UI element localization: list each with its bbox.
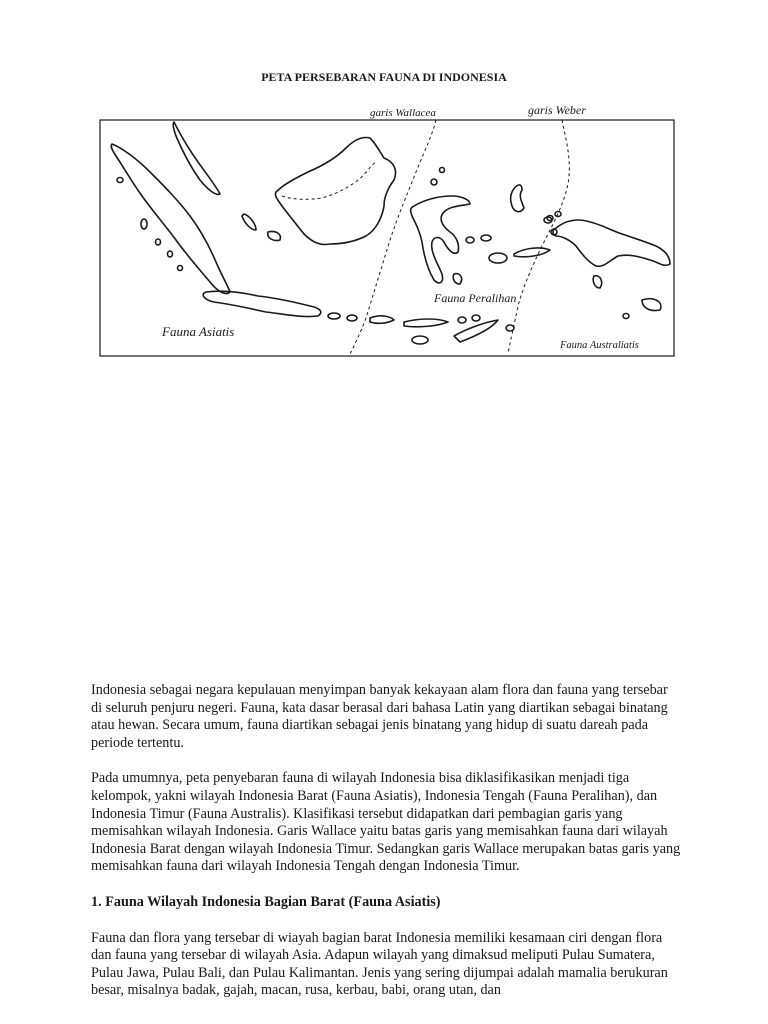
fauna-distribution-map [98,96,676,358]
wallacea-line-label: garis Wallacea [370,107,436,119]
weber-line-label: garis Weber [528,103,586,117]
fauna-peralihan-label: Fauna Peralihan [434,291,517,305]
paragraph-classification: Pada umumnya, peta penyebaran fauna di wilayah Indonesia bisa diklasifikasikan menjadi tiga kelompok, yakni wilayah Indonesia Barat (Fauna Asiatis), Indonesia Tengah (Fauna Peralihan), dan Indonesia Timur (Fauna Australis). Klasifikasi tersebut didapatkan dari pembagian garis yang memisahkan wilayah Indonesia. Garis Wallace yaitu batas garis yang memisahkan fauna dari wilayah Indonesia Barat dengan wilayah Indonesia Timur. Sedangkan garis Wallace merupakan batas garis yang memisahkan fauna dari wilayah Indonesia Tengah dengan Indonesia Timur. [91,770,681,875]
paragraph-asiatis: Fauna dan flora yang tersebar di wiayah bagian barat Indonesia memiliki kesamaan ciri dengan flora dan fauna yang tersebar di wilayah Asia. Adapun wilayah yang dimaksud meliputi Pulau Sumatera, Pulau Jawa, Pulau Bali, dan Pulau Kalimantan. Jenis yang sering dijumpai adalah mamalia berukuran besar, misalnya badak, gajah, macan, rusa, kerbau, babi, orang utan, dan [91,929,668,999]
map-border [100,120,674,356]
map-title: PETA PERSEBARAN FAUNA DI INDONESIA [261,70,507,84]
fauna-australiatis-label: Fauna Australiatis [560,340,639,351]
paragraph-intro: Indonesia sebagai negara kepulauan menyimpan banyak kekayaan alam flora dan fauna yang tersebar di seluruh penjuru negeri. Fauna, kata dasar berasal dari bahasa Latin yang diartikan sebagai binatang atau hewan. Secara umum, fauna diartikan sebagai jenis binatang yang hidup di suatu dareah pada periode tertentu. [91,682,668,751]
fauna-asiatis-label: Fauna Asiatis [162,324,235,339]
section-heading-asiatis: 1. Fauna Wilayah Indonesia Bagian Barat (Fauna Asiatis) [91,893,441,910]
article-body [91,682,681,1018]
